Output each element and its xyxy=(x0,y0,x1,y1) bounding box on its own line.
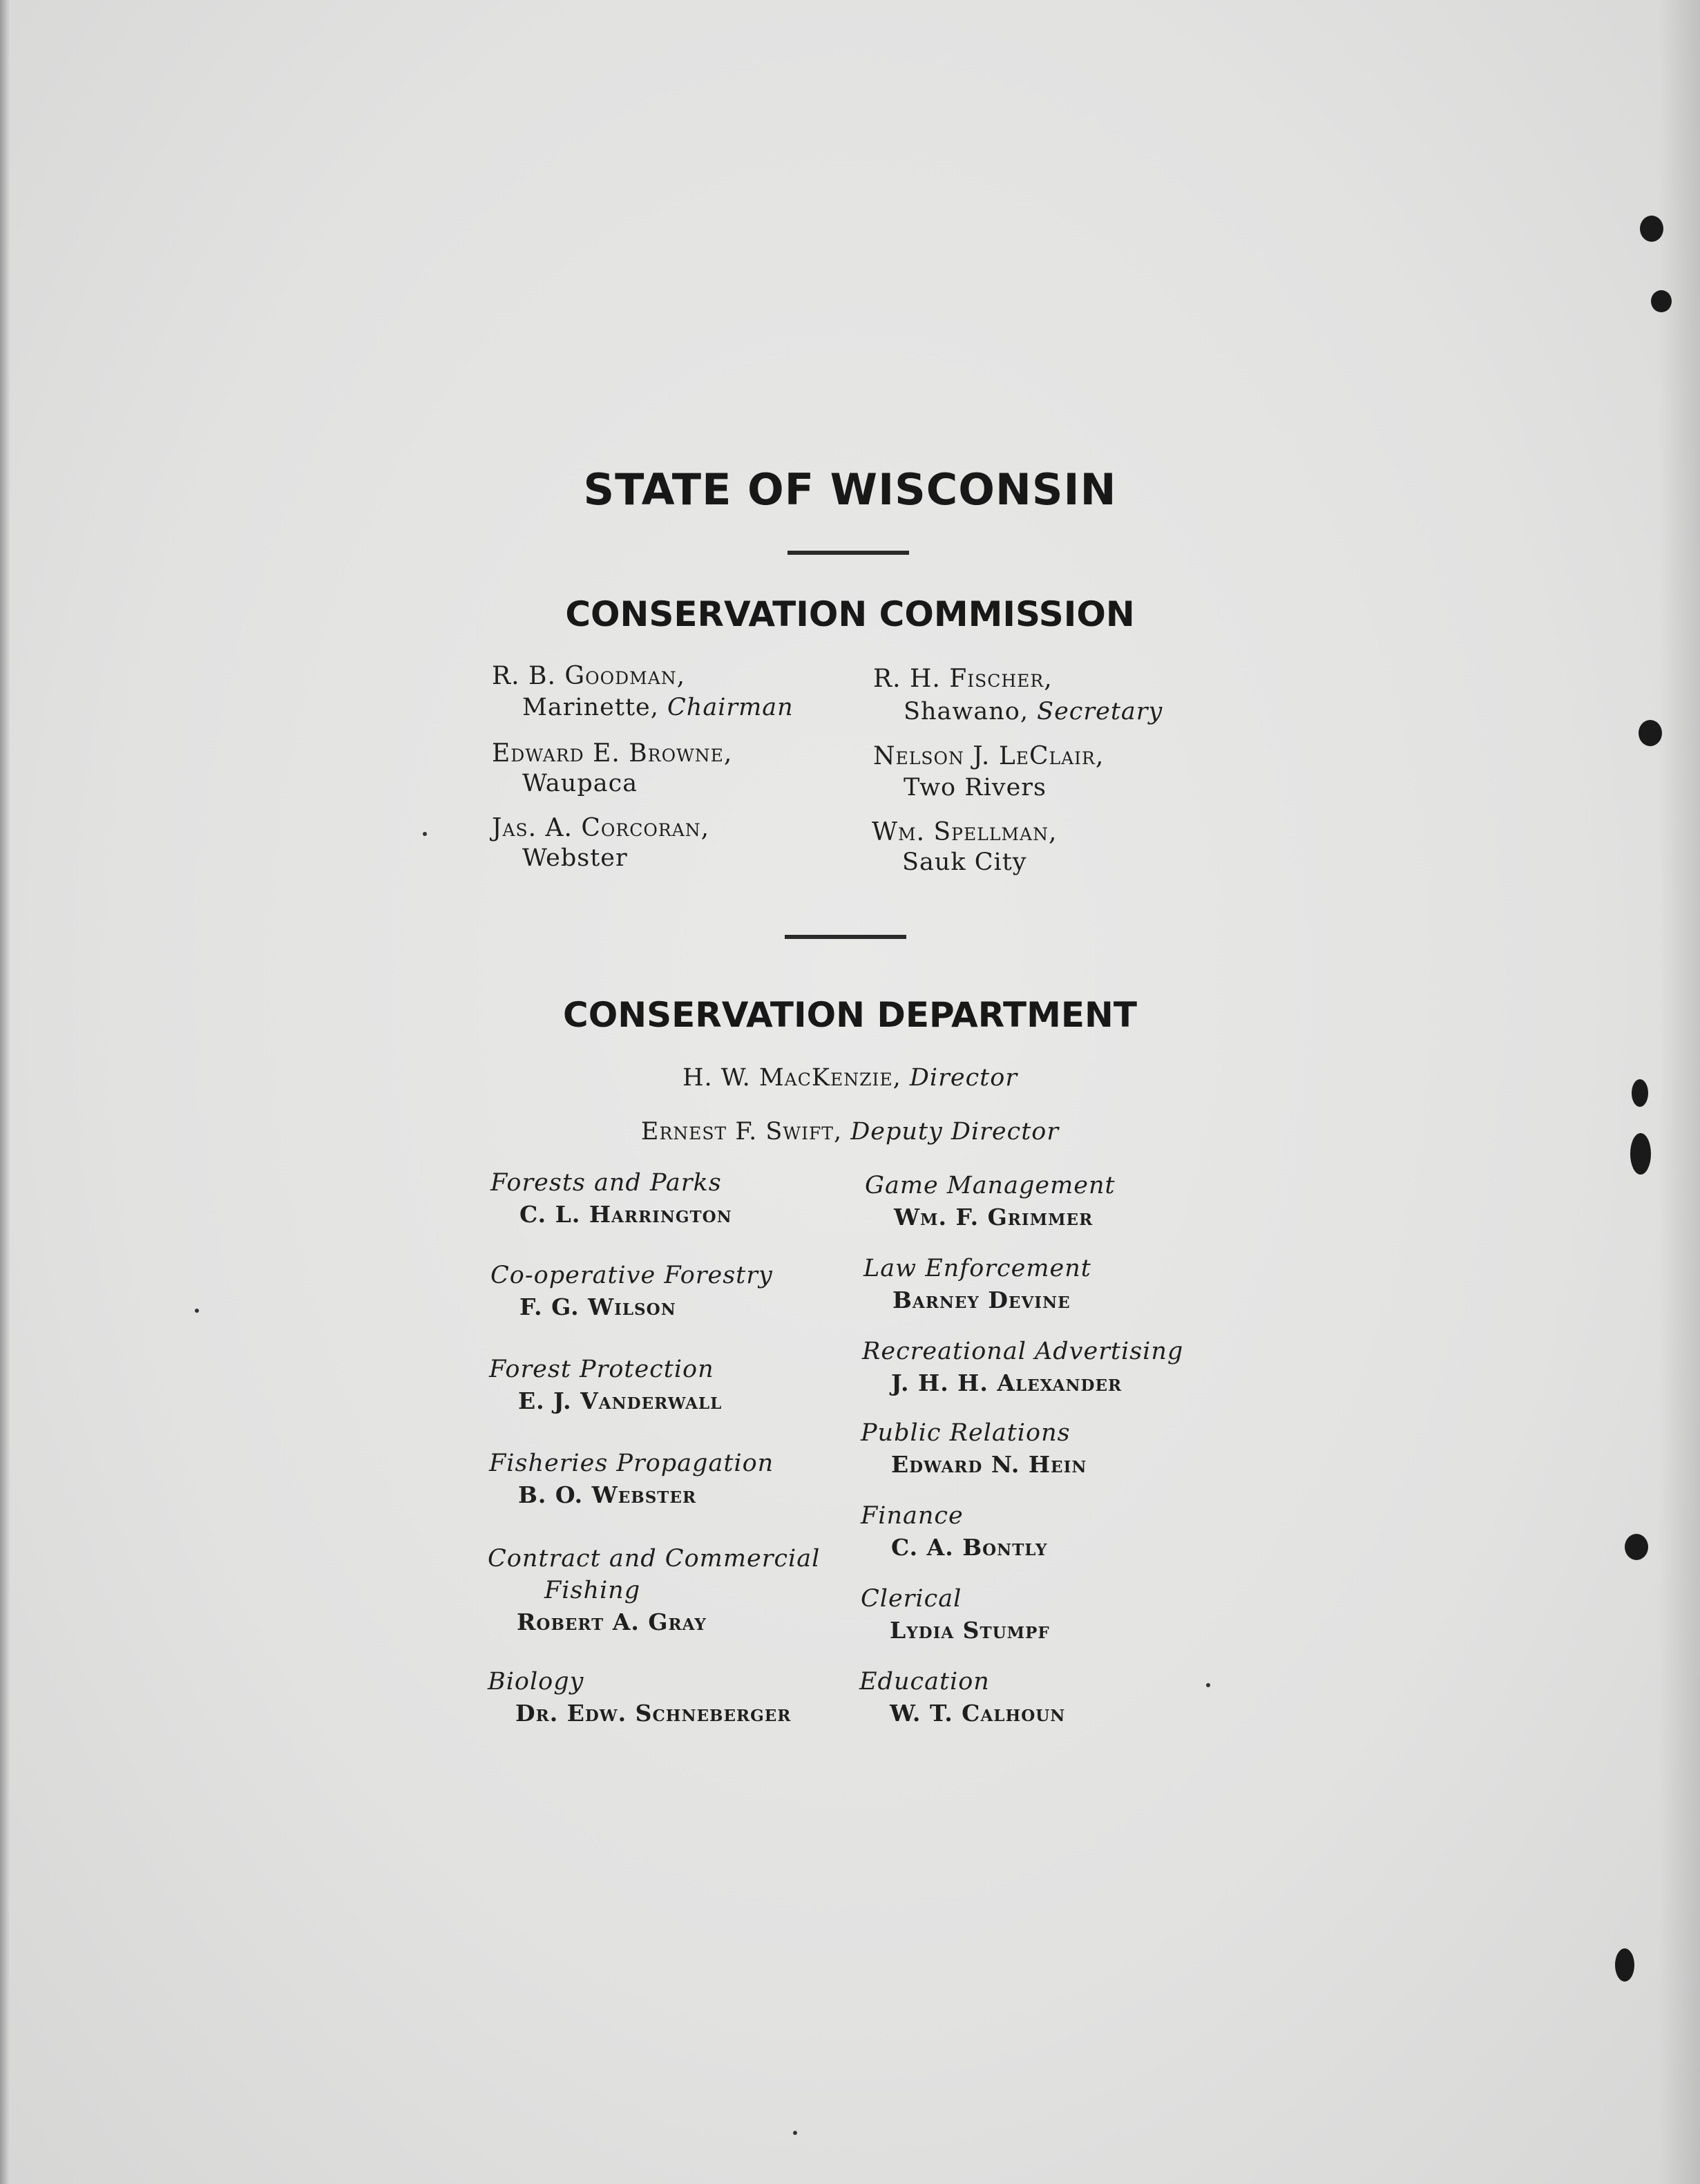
member-place xyxy=(904,698,1163,725)
division-head: W. T. Calhoun xyxy=(890,1700,1066,1727)
binding-hole-6 xyxy=(1625,1534,1648,1560)
division-name: Forests and Parks xyxy=(490,1169,722,1197)
division-name: Finance xyxy=(861,1502,964,1530)
member-city: Webster xyxy=(522,844,628,872)
division-head: C. A. Bontly xyxy=(891,1534,1048,1561)
page-title: STATE OF WISCONSIN xyxy=(583,464,1117,515)
speck-3 xyxy=(793,2131,797,2135)
division-name: Game Management xyxy=(865,1172,1116,1199)
title-divider xyxy=(787,551,909,555)
division-name: Education xyxy=(859,1668,990,1696)
speck-1 xyxy=(423,832,427,836)
division-head: B. O. Webster xyxy=(518,1481,697,1508)
division-head: Wm. F. Grimmer xyxy=(894,1204,1093,1231)
division-head: C. L. Harrington xyxy=(519,1201,732,1228)
member-place xyxy=(522,770,638,797)
member-city: Marinette, xyxy=(522,694,659,721)
division-head: Lydia Stumpf xyxy=(890,1617,1050,1644)
division-name: Co-operative Forestry xyxy=(490,1262,773,1289)
division-head: Edward N. Hein xyxy=(891,1451,1087,1478)
division-name: Forest Protection xyxy=(489,1356,714,1383)
division-head: Dr. Edw. Schneberger xyxy=(515,1700,792,1727)
page-right-edge xyxy=(1659,0,1700,2184)
director-name: H. W. MacKenzie, xyxy=(682,1064,901,1092)
binding-hole-2 xyxy=(1651,290,1672,312)
member-role: Secretary xyxy=(1037,698,1163,725)
deputy-role: Deputy Director xyxy=(850,1118,1060,1146)
division-head: Robert A. Gray xyxy=(517,1608,707,1635)
deputy-line xyxy=(0,1118,1700,1146)
member-city: Sauk City xyxy=(902,848,1027,876)
division-head: E. J. Vanderwall xyxy=(518,1387,723,1414)
member-place xyxy=(522,694,794,721)
speck-4 xyxy=(1206,1683,1210,1687)
member-role: Chairman xyxy=(667,694,794,721)
member-place xyxy=(522,844,628,872)
member-city: Two Rivers xyxy=(904,774,1047,801)
speck-2 xyxy=(195,1309,199,1313)
member-name: Edward E. Browne, xyxy=(492,739,733,768)
member-city: Shawano, xyxy=(904,698,1029,725)
member-name: Jas. A. Corcoran, xyxy=(492,814,710,842)
binding-hole-3 xyxy=(1639,720,1662,746)
division-name: Law Enforcement xyxy=(863,1255,1091,1282)
division-name: Contract and Commercial xyxy=(488,1545,821,1573)
section-divider xyxy=(785,935,906,939)
division-name: Recreational Advertising xyxy=(862,1338,1184,1365)
binding-hole-1 xyxy=(1640,216,1663,242)
member-name: Wm. Spellman, xyxy=(872,818,1058,846)
division-name: Fisheries Propagation xyxy=(489,1450,774,1477)
member-name: R. B. Goodman, xyxy=(492,662,686,690)
member-place xyxy=(902,848,1027,876)
division-name: Clerical xyxy=(861,1585,962,1613)
division-head: F. G. Wilson xyxy=(519,1293,676,1320)
department-title: CONSERVATION DEPARTMENT xyxy=(563,995,1137,1035)
member-name: R. H. Fischer, xyxy=(873,665,1053,693)
binding-hole-7 xyxy=(1615,1948,1634,1982)
deputy-name: Ernest F. Swift, xyxy=(640,1118,843,1146)
member-city: Waupaca xyxy=(522,770,638,797)
division-name: Public Relations xyxy=(861,1419,1071,1447)
member-place xyxy=(904,774,1047,801)
division-head: J. H. H. Alexander xyxy=(891,1369,1123,1396)
page-left-edge xyxy=(0,0,10,2184)
division-name: Biology xyxy=(488,1668,584,1696)
director-role: Director xyxy=(909,1064,1018,1092)
member-name: Nelson J. LeClair, xyxy=(873,742,1105,770)
division-name-continued: Fishing xyxy=(544,1577,641,1604)
director-line xyxy=(0,1064,1700,1092)
commission-title: CONSERVATION COMMISSION xyxy=(565,594,1135,634)
division-head: Barney Devine xyxy=(892,1286,1071,1313)
